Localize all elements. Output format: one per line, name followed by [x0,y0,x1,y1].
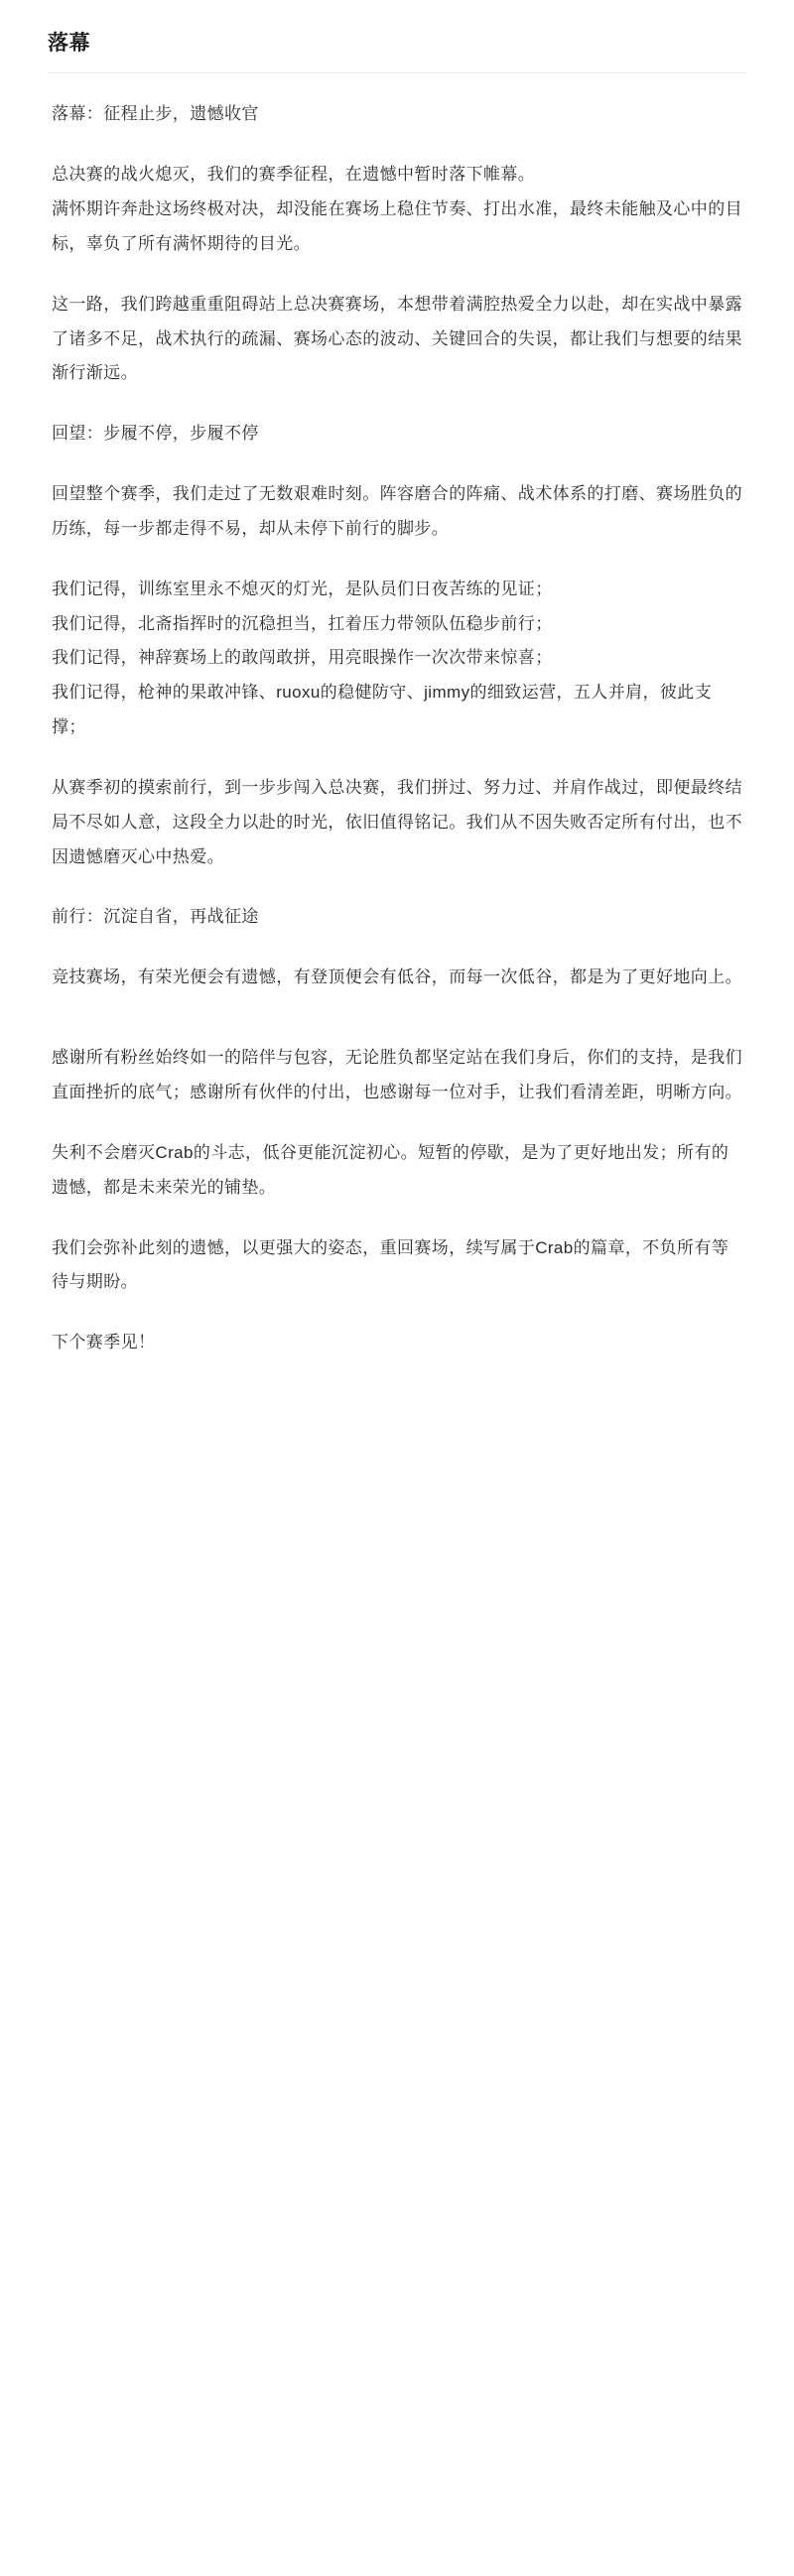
document-header [0,0,794,72]
paragraph: 回望：步履不停，步履不停 [52,424,259,444]
paragraph: 满怀期许奔赴这场终极对决，却没能在赛场上稳住节奏、打出水准，最终未能触及心中的目标，辜负了所有满怀期待的目光。 [52,198,742,253]
paragraph: 我们记得，训练室里永不熄灭的灯光，是队员们日夜苦练的见证； [52,579,553,598]
paragraph: 这一路，我们跨越重重阻碍站上总决赛赛场，本想带着满腔热爱全力以赴，却在实战中暴露了诸多不足，战术执行的疏漏、赛场心态的波动、关键回合的失误，都让我们与想要的结果渐行渐远。 [52,294,742,383]
paragraph: 总决赛的战火熄灭，我们的赛季征程，在遗憾中暂时落下帷幕。 [52,165,536,185]
paragraph: 我们会弥补此刻的遗憾，以更强大的姿态，重回赛场，续写属于Crab的篇章，不负所有等待与期盼。 [52,1237,729,1292]
paragraph: 下个赛季见！ [52,1333,156,1352]
paragraph: 竞技赛场，有荣光便会有遗憾，有登顶便会有低谷，而每一次低谷，都是为了更好地向上。 [52,967,742,987]
paragraph: 我们记得，北斋指挥时的沉稳担当，扛着压力带领队伍稳步前行； [52,613,553,633]
paragraph: 前行：沉淀自省，再战征途 [52,907,259,927]
paragraph: 失利不会磨灭Crab的斗志，低谷更能沉淀初心。短暂的停歇，是为了更好地出发；所有的遗憾，都是未来荣光的铺垫。 [52,1142,729,1197]
paragraph: 我们记得，神辞赛场上的敢闯敢拼，用亮眼操作一次次带来惊喜； [52,648,553,668]
paragraph: 感谢所有粉丝始终如一的陪伴与包容，无论胜负都坚定站在我们身后，你们的支持，是我们直面挫折的底气；感谢所有伙伴的付出，也感谢每一位对手，让我们看清差距，明晰方向。 [52,1048,742,1102]
paragraph: 从赛季初的摸索前行，到一步步闯入总决赛，我们拼过、努力过、并肩作战过，即便最终结局不尽如人意，这段全力以赴的时光，依旧值得铭记。我们从不因失败否定所有付出，也不因遗憾磨灭心中热爱。 [52,777,742,866]
paragraph: 回望整个赛季，我们走过了无数艰难时刻。阵容磨合的阵痛、战术体系的打磨、赛场胜负的历练，每一步都走得不易，却从未停下前行的脚步。 [52,484,742,538]
paragraph: 落幕：征程止步，遗憾收官 [52,104,259,124]
page-title: 落幕 [48,32,90,55]
document-body [0,73,794,1400]
paragraph: 我们记得，枪神的果敢冲锋、ruoxu的稳健防守、jimmy的细致运营，五人并肩，彼此支撑； [52,683,713,737]
